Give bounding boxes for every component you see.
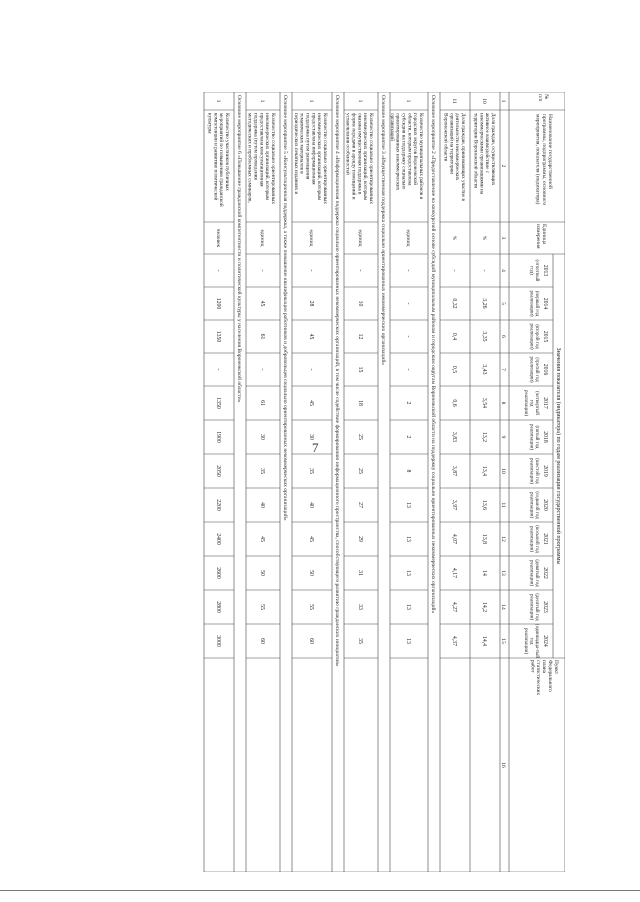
header-year-note: (первый годреализации) bbox=[528, 290, 539, 317]
indicator-value: 61 bbox=[259, 333, 265, 340]
indicator-value: 4,07 bbox=[451, 533, 457, 545]
indicator-value: 45 bbox=[259, 536, 265, 542]
header-year: 2017 bbox=[542, 397, 548, 409]
header-year: 2023 bbox=[542, 601, 548, 613]
header-year: 2022 bbox=[542, 567, 548, 579]
indicator-value: 2050 bbox=[215, 465, 221, 477]
indicator-value: - bbox=[405, 335, 411, 338]
indicator-unit: человек bbox=[215, 228, 221, 248]
header-year-note: (шестой годреализации) bbox=[528, 457, 539, 485]
header-values-group: Значения показателя (индикатора) по годам реализации государственной программы bbox=[555, 347, 561, 565]
indicator-value: 18 bbox=[357, 400, 363, 406]
header-year-note: (четвертыйгодреализации) bbox=[522, 389, 539, 417]
header-year-note: (отчетныйгод) bbox=[528, 259, 539, 282]
indicator-value: 55 bbox=[308, 604, 314, 610]
indicator-value: 2800 bbox=[215, 601, 221, 613]
header-year: 2018 bbox=[542, 431, 548, 443]
indicator-unit: единиц bbox=[357, 229, 363, 247]
header-col-number: 15 bbox=[500, 638, 506, 644]
indicator-value: 45 bbox=[308, 536, 314, 542]
indicator-unit: единиц bbox=[405, 229, 411, 247]
header-year: 2020 bbox=[542, 499, 548, 511]
indicator-value: 3,87 bbox=[451, 465, 457, 477]
indicator-value: 13 bbox=[405, 604, 411, 610]
indicator-value: - bbox=[308, 368, 314, 371]
row-number: 1 bbox=[308, 99, 314, 103]
header-col-number: 10 bbox=[500, 468, 506, 474]
header-col-number: 7 bbox=[500, 368, 506, 371]
indicator-value: 3,26 bbox=[481, 298, 487, 309]
indicator-value: 31 bbox=[357, 570, 363, 576]
indicator-value: - bbox=[259, 269, 265, 272]
indicator-value: 30 bbox=[308, 434, 314, 440]
section-heading: Основное мероприятие 6 «Повышение гражданской компетентности и политической культуры у населения Воронежской области» bbox=[236, 95, 242, 403]
indicator-value: 60 bbox=[308, 638, 314, 644]
indicator-value: 14,2 bbox=[481, 601, 487, 613]
header-col-number: 8 bbox=[500, 401, 506, 405]
indicator-value: 25 bbox=[357, 434, 363, 440]
row-number: 10 bbox=[481, 98, 487, 104]
indicator-value: 1350 bbox=[215, 330, 221, 343]
header-col-number: 3 bbox=[500, 236, 506, 240]
indicator-value: 2200 bbox=[215, 499, 221, 511]
indicator-value: 29 bbox=[357, 536, 363, 542]
indicator-value: 2 bbox=[405, 435, 411, 439]
indicator-value: 13,2 bbox=[481, 431, 487, 443]
indicator-value: 12 bbox=[357, 333, 363, 340]
indicator-value: - bbox=[215, 269, 221, 272]
indicator-value: - bbox=[405, 302, 411, 305]
header-year: 2014 bbox=[542, 297, 548, 310]
indicator-value: 0,32 bbox=[451, 298, 457, 309]
header-col-number: 13 bbox=[500, 570, 506, 576]
header-col-name: Наименование государственнойпрограммы, подпрограммы, основногомероприятия, показателя (индикатора) bbox=[534, 114, 553, 206]
header-year: 2016 bbox=[542, 363, 548, 376]
indicator-value: 40 bbox=[308, 502, 314, 508]
indicator-name: Доля граждан, осуществляющихактивное взаимодействие снекоммерческими организациями натерритории Воронежской области bbox=[472, 113, 496, 195]
indicator-value: 13,6 bbox=[481, 499, 487, 511]
indicator-value: 33 bbox=[357, 604, 363, 610]
indicator-value: 0,4 bbox=[451, 332, 457, 341]
header-year-note: (третий годреализации) bbox=[528, 356, 539, 383]
indicator-name: Количество социально ориентированныхнекоммерческих организаций, которымоказана имущественная поддержка вформе передачи в аренду помещений иустановления особенностей bbox=[344, 113, 374, 205]
indicator-value: 27 bbox=[357, 502, 363, 508]
page-number: 7 bbox=[312, 440, 319, 455]
indicator-value: 61 bbox=[259, 400, 265, 406]
indicator-name: Количество муниципальных районов игородских округов Воронежскойобласти, которым предоставленасубсидия на поддержку социальноориентированных некоммерческихорганизаций bbox=[388, 113, 424, 200]
indicator-value: 25 bbox=[357, 468, 363, 474]
indicator-name: Количество участников публичныхмероприятий по повышению гражданскойкомпетенции и развитию политическойкультуры bbox=[206, 113, 230, 207]
indicator-value: 14 bbox=[481, 570, 487, 576]
indicator-value: 3,43 bbox=[481, 364, 487, 375]
section-heading: Основное мероприятие 3 «Имущественная поддержка социально ориентированных некоммерческих организаций» bbox=[380, 95, 386, 366]
header-col-number: 9 bbox=[500, 435, 506, 439]
indicator-value: 50 bbox=[308, 570, 314, 576]
indicator-value: 45 bbox=[308, 333, 314, 340]
indicator-value: 1200 bbox=[215, 297, 221, 310]
header-col-number: 5 bbox=[500, 302, 506, 305]
indicator-value: 28 bbox=[308, 300, 314, 307]
row-number: 1 bbox=[405, 99, 411, 103]
indicator-value: 35 bbox=[357, 638, 363, 644]
indicator-value: 3,83 bbox=[451, 431, 457, 443]
indicator-value: 30 bbox=[259, 434, 265, 440]
indicator-value: 13 bbox=[405, 570, 411, 576]
indicator-value: 1900 bbox=[215, 431, 221, 443]
indicator-value: 0,6 bbox=[451, 399, 457, 407]
header-col-no: №п/п bbox=[536, 94, 549, 102]
indicator-table bbox=[55, 92, 565, 872]
indicator-value: 45 bbox=[308, 400, 314, 406]
header-col-number: 14 bbox=[500, 604, 506, 610]
indicator-value: 0,5 bbox=[451, 365, 457, 374]
indicator-value: 3000 bbox=[215, 635, 221, 647]
header-year: 2021 bbox=[542, 533, 548, 545]
page-bottom-rule bbox=[0, 890, 640, 891]
indicator-value: - bbox=[405, 269, 411, 272]
header-year-note: (девятый годреализации) bbox=[528, 559, 539, 587]
indicator-value: - bbox=[357, 269, 363, 272]
indicator-value: 55 bbox=[259, 604, 265, 610]
header-year-note: (десятый годреализации) bbox=[528, 593, 539, 621]
indicator-value: 2400 bbox=[215, 533, 221, 545]
indicator-value: 35 bbox=[259, 468, 265, 474]
indicator-value: - bbox=[481, 269, 487, 272]
header-col-unit: Единицаизмерения bbox=[534, 224, 547, 249]
indicator-unit: % bbox=[481, 235, 487, 241]
indicator-value: 10 bbox=[357, 300, 363, 307]
header-col-number: 2 bbox=[500, 164, 506, 168]
indicator-value: 14,4 bbox=[481, 635, 487, 647]
indicator-value: 50 bbox=[259, 570, 265, 576]
indicator-value: 35 bbox=[308, 468, 314, 474]
header-col-number: 12 bbox=[500, 536, 506, 542]
indicator-name: Количество социально ориентированныхнекоммерческих организаций, которымпредоставлена информационнаяподдержка путем размещениятематических материалов впериодических печатных изданиях и bbox=[292, 113, 328, 205]
header-year-note: (второй годреализации) bbox=[528, 323, 539, 350]
indicator-value: - bbox=[259, 368, 265, 371]
indicator-value: 8 bbox=[405, 469, 411, 473]
indicator-name: Доля граждан, принимающих участие вдеятельности некоммерческихорганизаций на территорииВоронежской области bbox=[442, 113, 466, 201]
indicator-value: 13,4 bbox=[481, 465, 487, 477]
indicator-value: 4,27 bbox=[451, 601, 457, 613]
header-year-note: (восьмой годреализации) bbox=[528, 525, 539, 553]
indicator-unit: единиц bbox=[259, 229, 265, 247]
header-year: 2015 bbox=[542, 330, 548, 343]
indicator-value: 40 bbox=[259, 502, 265, 508]
header-col-number: 6 bbox=[500, 335, 506, 338]
indicator-value: - bbox=[405, 368, 411, 371]
section-heading: Основное мероприятие 5 «Консультационная поддержка, а также повышение квалификации работников и добровольцев социально ориентированных некоммерческих организаций» bbox=[282, 95, 288, 521]
indicator-value: 4,37 bbox=[451, 635, 457, 647]
indicator-value: 13,8 bbox=[481, 533, 487, 545]
indicator-unit: % bbox=[451, 235, 457, 241]
indicator-unit: единиц bbox=[308, 229, 314, 247]
indicator-value: 4,17 bbox=[451, 567, 457, 579]
header-col-federal: ПунктФедеральногопланастатистическихработ bbox=[529, 660, 559, 696]
indicator-value: - bbox=[215, 368, 221, 371]
header-col-number: 4 bbox=[500, 269, 506, 272]
indicator-value: 1350 bbox=[215, 397, 221, 409]
header-year-note: (седьмой годреализации) bbox=[528, 491, 539, 519]
indicator-value: 45 bbox=[259, 300, 265, 307]
header-col-number: 16 bbox=[500, 762, 506, 768]
indicator-value: 3,54 bbox=[481, 397, 487, 409]
indicator-value: - bbox=[451, 269, 457, 272]
header-col-number: 1 bbox=[500, 99, 506, 103]
row-number: 1 bbox=[215, 99, 221, 103]
row-number: 1 bbox=[259, 99, 265, 103]
section-heading: Основное мероприятие 2 «Предоставление на конкурсной основе субсидий муниципальным районам и городским округам Воронежской области на поддержку социально ориентированных некоммерческих организаций» bbox=[430, 95, 436, 614]
header-year: 2024 bbox=[542, 635, 548, 647]
header-year-note: (одиннадца-тыйгодреализации) bbox=[522, 623, 539, 659]
row-number: 1 bbox=[357, 99, 363, 103]
indicator-value: 13 bbox=[405, 502, 411, 508]
indicator-value: 3,35 bbox=[481, 331, 487, 342]
header-year: 2019 bbox=[542, 465, 548, 477]
header-year-note: (пятый годреализации) bbox=[528, 423, 539, 451]
indicator-value: - bbox=[308, 269, 314, 272]
indicator-value: 13 bbox=[405, 638, 411, 644]
row-number: 11 bbox=[451, 98, 457, 104]
section-heading: Основное мероприятие 4 «Информационная поддержка социально ориентированных некоммерческих организаций, в том числе содействие формированию информационного пространства, способствующего развитию гражданских инициатив» bbox=[334, 95, 340, 667]
indicator-value: 2600 bbox=[215, 567, 221, 579]
indicator-value: 60 bbox=[259, 638, 265, 644]
header-col-number: 11 bbox=[500, 502, 506, 508]
indicator-value: 15 bbox=[357, 366, 363, 373]
indicator-value: 13 bbox=[405, 536, 411, 542]
indicator-value: 3,97 bbox=[451, 499, 457, 511]
indicator-value: 2 bbox=[405, 401, 411, 405]
header-year: 2013 bbox=[542, 264, 548, 277]
indicator-name: Количество социально ориентированныхнекоммерческих организаций, которымпредоставлена консультационнаяподдержка (путем проведенияметодических и проблемных семинаров, bbox=[246, 113, 276, 205]
